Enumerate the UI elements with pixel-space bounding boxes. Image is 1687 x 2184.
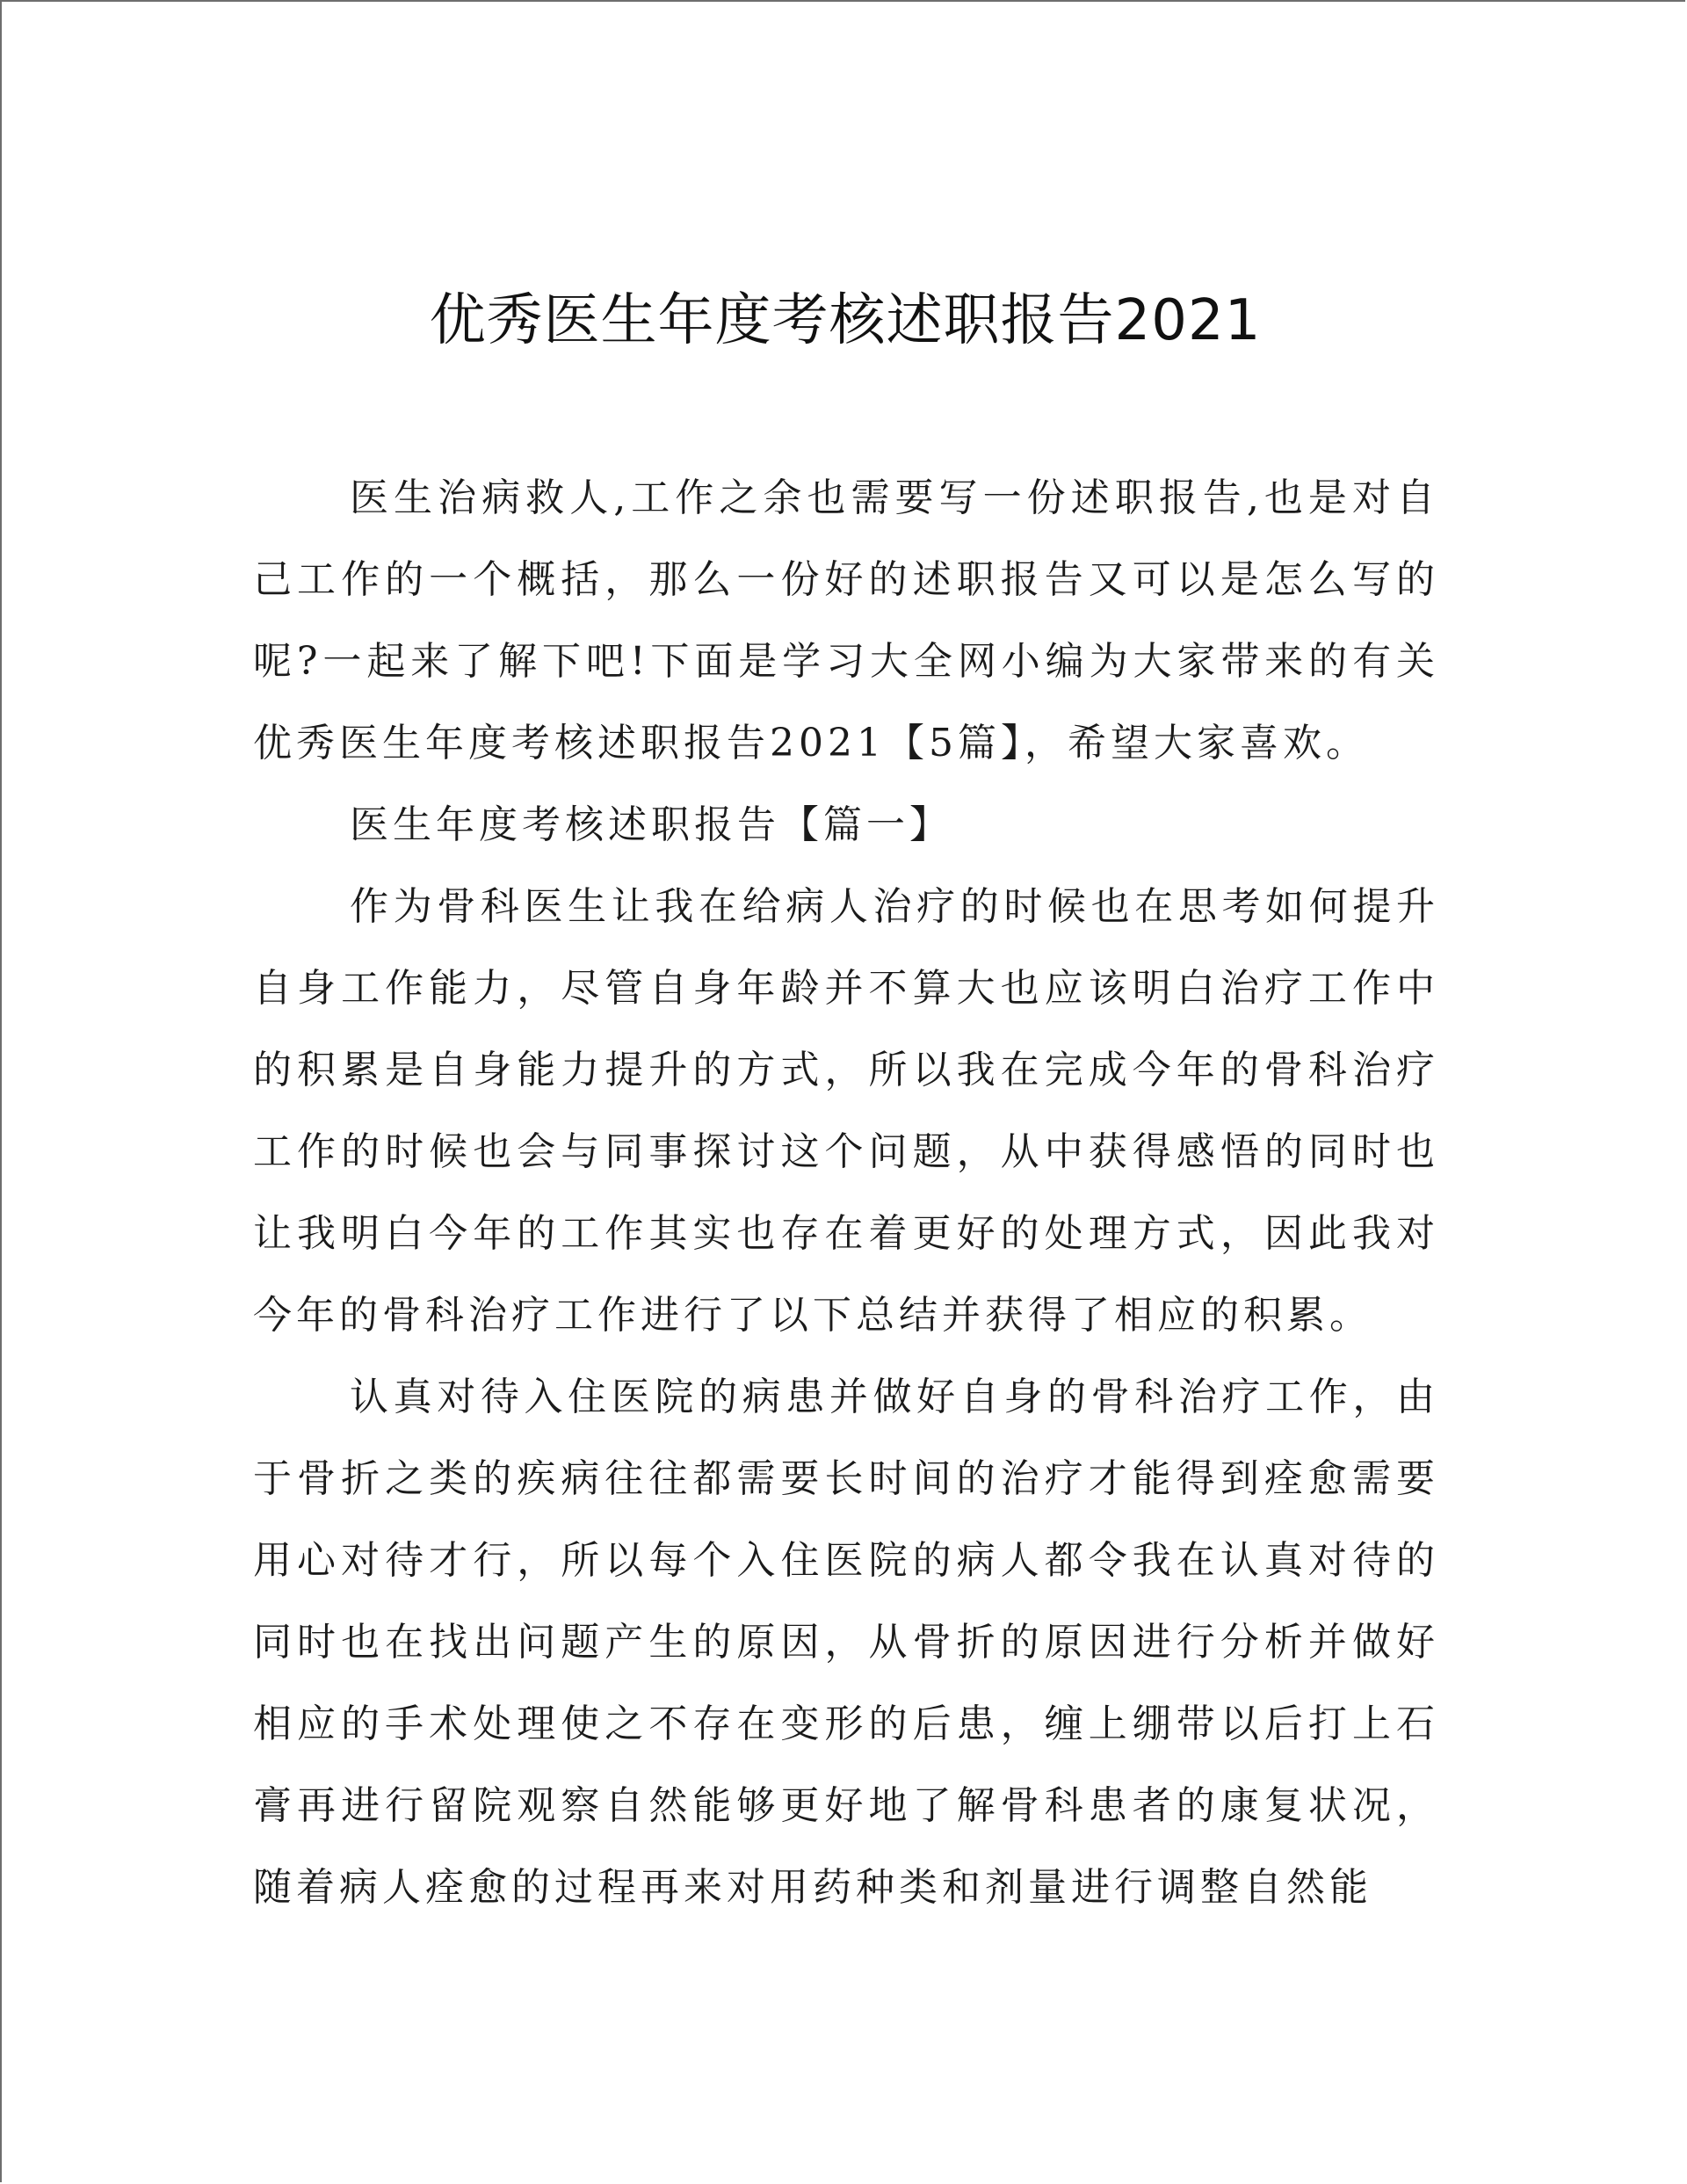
document-title: 优秀医生年度考核述职报告2021 — [429, 288, 1262, 353]
paragraph-2: 认真对待入住医院的病患并做好自身的骨科治疗工作，由于骨折之类的疾病往往都需要长时间的治疗才能得到痊愈需要用心对待才行，所以每个入住医院的病人都令我在认真对待的同时也在找出问题产生的原因，从骨折的原因进行分析并做好相应的手术处理使之不存在变形的后患，缠上绷带以后打上石膏再进行留院观察自然能够更好地了解骨科患者的康复状况，随着病人痊愈的过程再来对用药种类和剂量进行调整自然能 — [253, 1375, 1439, 1910]
paragraph-intro: 医生治病救人,工作之余也需要写一份述职报告,也是对自己工作的一个概括，那么一份好的述职报告又可以是怎么写的呢?一起来了解下吧!下面是学习大全网小编为大家带来的有关优秀医生年度考核述职报告2021【5篇】，希望大家喜欢。 — [253, 475, 1439, 765]
paragraph-1: 作为骨科医生让我在给病人治疗的时候也在思考如何提升自身工作能力，尽管自身年龄并不算大也应该明白治疗工作中的积累是自身能力提升的方式，所以我在完成今年的骨科治疗工作的时候也会与同事探讨这个问题，从中获得感悟的同时也让我明白今年的工作其实也存在着更好的处理方式，因此我对今年的骨科治疗工作进行了以下总结并获得了相应的积累。 — [253, 884, 1439, 1338]
section-heading: 医生年度考核述职报告【篇一】 — [350, 802, 952, 847]
document-body — [253, 457, 1439, 1928]
